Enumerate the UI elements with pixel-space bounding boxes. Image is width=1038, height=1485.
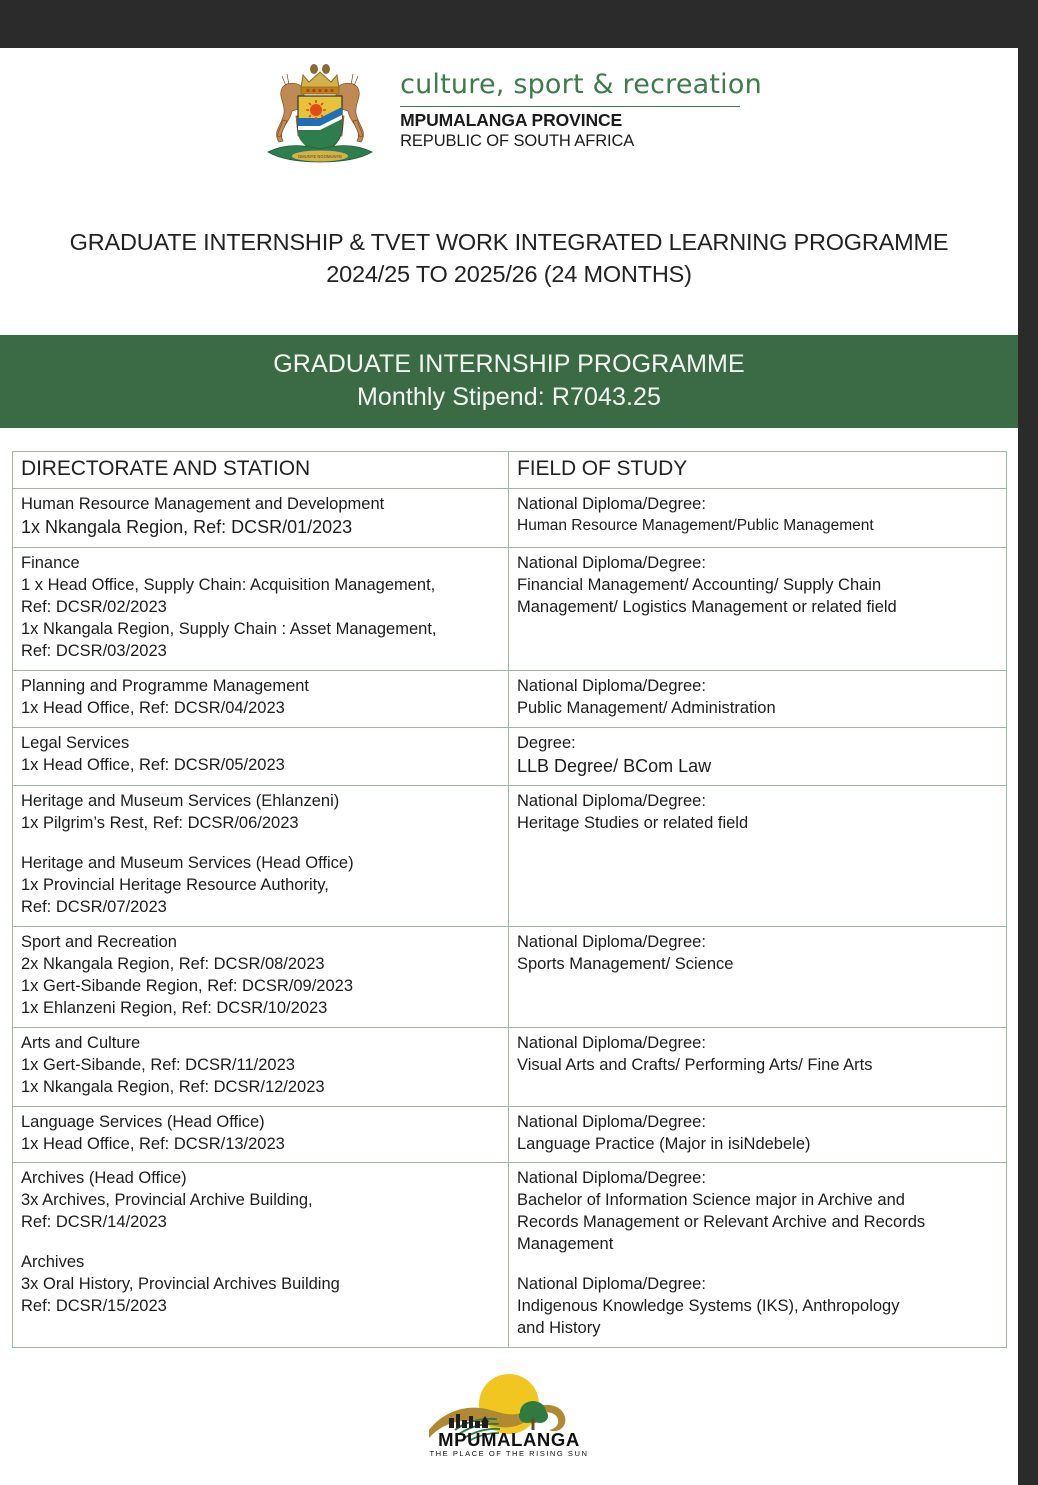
- document-sheet: [0, 48, 1018, 1485]
- table-row: [13, 489, 1007, 548]
- cell-line: Ref: DCSR/03/2023: [21, 641, 167, 660]
- table-row: [13, 670, 1007, 727]
- cell-line: National Diploma/Degree:: [517, 554, 706, 573]
- brand-tagline: THE PLACE OF THE RISING SUN: [429, 1449, 589, 1458]
- cell-field-of-study: [509, 786, 1007, 927]
- coat-of-arms-icon: [256, 58, 384, 164]
- table-row: [13, 1027, 1007, 1106]
- cell-line: National Diploma/Degree:: [517, 495, 706, 514]
- cell-line: [21, 1234, 501, 1252]
- country-name: REPUBLIC OF SOUTH AFRICA: [400, 132, 635, 151]
- column-header-directorate: DIRECTORATE AND STATION: [13, 452, 509, 489]
- cell-directorate-and-station: [13, 727, 509, 786]
- page-title-line2: 2024/25 TO 2025/26 (24 MONTHS): [326, 261, 692, 288]
- programme-banner: [0, 335, 1018, 428]
- cell-line: National Diploma/Degree:: [517, 1275, 706, 1294]
- mpumalanga-brand-icon: [409, 1366, 609, 1458]
- cell-line: Archives (Head Office): [21, 1169, 187, 1188]
- cell-directorate-and-station: [13, 786, 509, 927]
- cell-directorate-and-station: [13, 670, 509, 727]
- cell-line: Bachelor of Information Science major in Archive and: [517, 1191, 905, 1210]
- banner-stipend: Monthly Stipend: R7043.25: [356, 382, 662, 411]
- page-title-line1: GRADUATE INTERNSHIP & TVET WORK INTEGRATED LEARNING PROGRAMME: [69, 229, 949, 255]
- cell-field-of-study: [509, 927, 1007, 1028]
- right-dark-strip: [1018, 0, 1038, 1485]
- cell-line: 1x Nkangala Region, Supply Chain : Asset Management,: [21, 619, 437, 638]
- cell-line: National Diploma/Degree:: [517, 1033, 706, 1052]
- cell-line: National Diploma/Degree:: [517, 1169, 706, 1188]
- cell-field-of-study: [509, 489, 1007, 548]
- cell-line: 3x Oral History, Provincial Archives Building: [21, 1275, 340, 1294]
- cell-field-of-study: [509, 548, 1007, 671]
- table-row: [13, 786, 1007, 927]
- cell-line: Heritage and Museum Services (Head Office): [21, 854, 354, 873]
- cell-line: Language Services (Head Office): [21, 1112, 265, 1131]
- table-header-row: [13, 452, 1007, 489]
- cell-directorate-and-station: [13, 489, 509, 548]
- cell-line: National Diploma/Degree:: [517, 676, 706, 695]
- cell-line: and History: [517, 1319, 601, 1338]
- cell-line: Planning and Programme Management: [21, 676, 310, 695]
- svg-text:OMUNYE NGOMUNYE: OMUNYE NGOMUNYE: [297, 154, 343, 159]
- cell-line: National Diploma/Degree:: [517, 792, 706, 811]
- cell-line: Records Management or Relevant Archive and Records: [517, 1213, 926, 1232]
- footer-logo: [0, 1366, 1018, 1458]
- vacancy-table: [12, 451, 1007, 1348]
- table-row: [13, 927, 1007, 1028]
- cell-line: Indigenous Knowledge Systems (IKS), Anthropology: [517, 1297, 900, 1316]
- cell-directorate-and-station: [13, 1163, 509, 1348]
- cell-line: Ref: DCSR/14/2023: [21, 1213, 167, 1232]
- listing-table-wrap: [0, 428, 1018, 1348]
- top-dark-strip: [0, 0, 1038, 48]
- cell-line: LLB Degree/ BCom Law: [517, 755, 712, 776]
- brand-name: MPUMALANGA: [438, 1429, 580, 1450]
- cell-line: [21, 835, 501, 853]
- table-row: [13, 727, 1007, 786]
- cell-field-of-study: [509, 1027, 1007, 1106]
- table-row: [13, 548, 1007, 671]
- cell-field-of-study: [509, 1106, 1007, 1163]
- province-name: MPUMALANGA PROVINCE: [400, 109, 623, 130]
- cell-line: Language Practice (Major in isiNdebele): [517, 1134, 811, 1153]
- cell-line: Degree:: [517, 733, 576, 752]
- cell-line: 1x Pilgrim’s Rest, Ref: DCSR/06/2023: [21, 814, 299, 833]
- cell-line: 1x Head Office, Ref: DCSR/05/2023: [21, 755, 285, 774]
- cell-line: Sport and Recreation: [21, 933, 177, 951]
- document-header: [0, 48, 1018, 164]
- cell-line: National Diploma/Degree:: [517, 1112, 706, 1131]
- cell-line: 1 x Head Office, Supply Chain: Acquisition Management,: [21, 576, 436, 594]
- cell-line: Heritage and Museum Services (Ehlanzeni): [21, 792, 340, 811]
- cell-line: Human Resource Management/Public Management: [517, 517, 874, 535]
- cell-line: National Diploma/Degree:: [517, 933, 706, 951]
- cell-line: Management: [517, 1235, 614, 1254]
- cell-directorate-and-station: [13, 1106, 509, 1163]
- cell-line: Management/ Logistics Management or related field: [517, 597, 897, 616]
- cell-directorate-and-station: [13, 548, 509, 671]
- table-body: [13, 489, 1007, 1348]
- cell-line: Heritage Studies or related field: [517, 814, 749, 833]
- wordmark-divider: [400, 106, 740, 107]
- table-row: [13, 1163, 1007, 1348]
- cell-line: 1x Nkangala Region, Ref: DCSR/12/2023: [21, 1077, 325, 1096]
- cell-line: Ref: DCSR/07/2023: [21, 898, 167, 917]
- banner-programme-name: GRADUATE INTERNSHIP PROGRAMME: [273, 350, 745, 379]
- cell-directorate-and-station: [13, 1027, 509, 1106]
- cell-line: 1x Gert-Sibande Region, Ref: DCSR/09/2023: [21, 976, 354, 995]
- cell-line: Finance: [21, 554, 80, 573]
- cell-line: 1x Gert-Sibande, Ref: DCSR/11/2023: [21, 1055, 295, 1074]
- cell-line: Ref: DCSR/15/2023: [21, 1297, 167, 1316]
- cell-field-of-study: [509, 727, 1007, 786]
- cell-line: [517, 1256, 999, 1274]
- cell-line: 1x Head Office, Ref: DCSR/04/2023: [21, 698, 285, 717]
- page-title: [0, 164, 1018, 290]
- department-name: culture, sport & recreation: [400, 68, 762, 100]
- column-header-field: FIELD OF STUDY: [509, 452, 1007, 489]
- department-wordmark: [400, 70, 762, 152]
- cell-field-of-study: [509, 670, 1007, 727]
- cell-line: 3x Archives, Provincial Archive Building,: [21, 1191, 313, 1210]
- cell-line: 1x Head Office, Ref: DCSR/13/2023: [21, 1134, 285, 1153]
- cell-field-of-study: [509, 1163, 1007, 1348]
- table-row: [13, 1106, 1007, 1163]
- cell-line: Public Management/ Administration: [517, 698, 776, 717]
- cell-line: Ref: DCSR/02/2023: [21, 597, 167, 616]
- cell-line: Arts and Culture: [21, 1033, 141, 1052]
- cell-line: Visual Arts and Crafts/ Performing Arts/ Fine Arts: [517, 1055, 873, 1074]
- cell-line: 2x Nkangala Region, Ref: DCSR/08/2023: [21, 954, 325, 973]
- cell-line: 1x Nkangala Region, Ref: DCSR/01/2023: [21, 517, 353, 538]
- cell-line: 1x Provincial Heritage Resource Authority,: [21, 876, 329, 895]
- cell-directorate-and-station: [13, 927, 509, 1028]
- cell-line: Sports Management/ Science: [517, 954, 734, 973]
- cell-line: Financial Management/ Accounting/ Supply Chain: [517, 576, 882, 594]
- cell-line: Archives: [21, 1253, 85, 1272]
- cell-line: 1x Ehlanzeni Region, Ref: DCSR/10/2023: [21, 998, 328, 1017]
- cell-line: Legal Services: [21, 733, 130, 752]
- cell-line: Human Resource Management and Development: [21, 495, 385, 514]
